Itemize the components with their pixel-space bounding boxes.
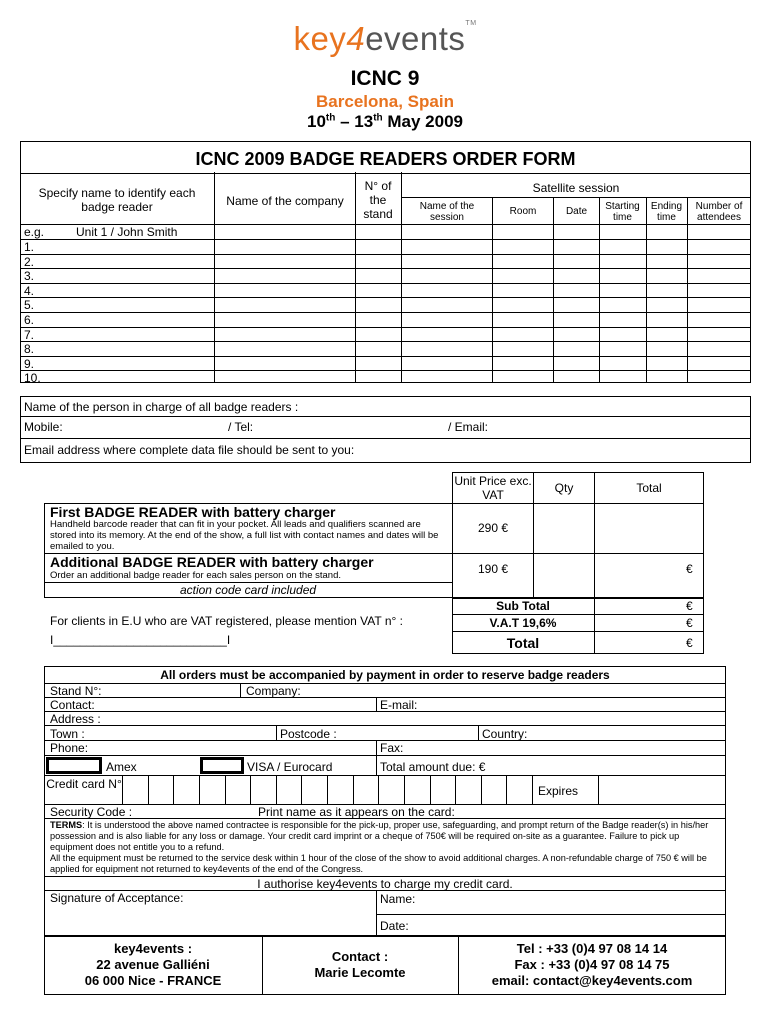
footer-email: email: contact@key4events.com (491, 973, 693, 988)
payment-email-field[interactable]: E-mail: (380, 698, 418, 712)
visa-checkbox[interactable] (200, 757, 244, 774)
col-attendees: Number of attendees (695, 201, 743, 223)
amex-checkbox[interactable] (46, 757, 102, 774)
logo-tm: TM (465, 20, 477, 27)
amount-due-field[interactable]: Total amount due: € (380, 760, 486, 774)
amex-label: Amex (106, 760, 137, 774)
example-label: e.g. (24, 225, 45, 239)
sub-total-label: Sub Total (496, 599, 550, 613)
company-field[interactable]: Company: (246, 684, 301, 698)
grand-total-label: Total (506, 635, 540, 651)
address-field[interactable]: Address : (50, 712, 101, 726)
additional-reader-desc: Order an additional badge reader for each sales person on the stand. (50, 570, 341, 581)
security-code-field[interactable]: Security Code : (50, 805, 133, 819)
logo-events: events (365, 20, 466, 57)
credit-card-label: Credit card N° (46, 777, 122, 791)
vat-number-field[interactable]: I__________________________I (50, 633, 231, 647)
event-dates: 10th – 13th May 2009 (307, 112, 463, 131)
footer-address2: 06 000 Nice - FRANCE (84, 973, 222, 988)
logo (0, 20, 770, 58)
vat-euro: € (686, 616, 693, 630)
col-start: Starting time (605, 201, 640, 223)
footer-company: key4events : (113, 941, 193, 956)
additional-reader-note: action code card included (179, 583, 317, 597)
col-satellite: Satellite session (532, 181, 620, 195)
total-header: Total (636, 481, 662, 495)
form-row-number[interactable]: 8. (24, 342, 35, 357)
footer-tel: Tel : +33 (0)4 97 08 14 14 (516, 941, 668, 956)
form-row-number[interactable]: 6. (24, 313, 35, 327)
postcode-field[interactable]: Postcode : (280, 727, 337, 741)
person-in-charge[interactable]: Name of the person in charge of all badge readers : (24, 400, 299, 414)
vat-note: For clients in E.U who are VAT registered, please mention VAT n° : (50, 614, 403, 628)
order-form (20, 141, 751, 386)
first-reader-title: First BADGE READER with battery charger (50, 504, 336, 520)
additional-reader-title: Additional BADGE READER with battery charger (50, 554, 374, 570)
country-field[interactable]: Country: (482, 727, 528, 741)
print-name-field[interactable]: Print name as it appears on the card: (258, 805, 455, 819)
name-field[interactable]: Name: (380, 892, 416, 906)
phone-field[interactable]: Phone: (50, 741, 89, 755)
event-title: ICNC 9 (350, 67, 420, 90)
form-title: ICNC 2009 BADGE READERS ORDER FORM (195, 149, 576, 169)
qty-header: Qty (554, 481, 574, 495)
footer-contact-name: Marie Lecomte (314, 965, 406, 980)
col-company: Name of the company (226, 194, 344, 208)
footer-address1: 22 avenue Galliéni (96, 957, 210, 972)
col-session-name: Name of the session (419, 201, 475, 223)
logo-num: 4 (346, 20, 366, 57)
date-field[interactable]: Date: (380, 919, 409, 933)
form-row-number[interactable]: 7. (24, 327, 35, 342)
data-email-field[interactable]: Email address where complete data file should be sent to you: (24, 443, 355, 457)
credit-card-number-field[interactable] (122, 775, 532, 804)
form-row-number[interactable]: 1. (24, 240, 35, 254)
additional-total-euro: € (686, 562, 693, 576)
first-reader-price: 290 € (477, 521, 509, 535)
vat-label: V.A.T 19,6% (489, 616, 557, 630)
col-date: Date (565, 206, 588, 217)
footer-fax: Fax : +33 (0)4 97 08 14 75 (514, 957, 670, 972)
form-row-number[interactable]: 4. (24, 283, 35, 298)
form-row-number[interactable]: 5. (24, 298, 35, 313)
visa-label: VISA / Eurocard (247, 760, 333, 774)
fax-field[interactable]: Fax: (380, 741, 404, 755)
additional-reader-price: 190 € (477, 562, 509, 576)
form-row-number[interactable]: 9. (24, 356, 35, 371)
example-value: Unit 1 / John Smith (76, 225, 178, 239)
email-field[interactable]: / Email: (448, 420, 489, 434)
form-row-number[interactable]: 3. (24, 269, 35, 284)
town-field[interactable]: Town : (50, 727, 85, 741)
signature-field[interactable]: Signature of Acceptance: (50, 891, 184, 905)
unit-price-header: Unit Price exc. VAT (454, 474, 532, 502)
payment-header: All orders must be accompanied by payment in order to reserve badge readers (160, 668, 610, 682)
form-row-number[interactable]: 10. (24, 371, 41, 386)
tel-field[interactable]: / Tel: (228, 420, 254, 434)
terms-text: TERMS: It is understood the above named contractee is responsible for the pick-up, proper use, safeguarding, and prompt return of the Badge reader(s) in his/her possession and is also liable for any loss or damage. Your credit card imprint or a cheque of 750€ will be required on-site as a guarantee. Failure to pick up equipment does not entitle you to a refund. (50, 820, 709, 852)
authorise-text: I authorise key4events to charge my credit card. (257, 877, 513, 891)
event-location: Barcelona, Spain (316, 92, 454, 111)
col-specify: Specify name to identify each badge reader (38, 186, 196, 214)
expires-label: Expires (538, 784, 579, 798)
mobile-field[interactable]: Mobile: (24, 420, 63, 434)
terms-text-2: All the equipment must be returned to the service desk within 1 hour of the close of the show to avoid additional charges. A non-refundable charge of 750 € will be applied for equipment not returned to key4events of the end of the Congress. (50, 853, 707, 874)
stand-field[interactable]: Stand N°: (50, 684, 102, 698)
contact-field[interactable]: Contact: (50, 698, 95, 712)
sub-total-euro: € (686, 599, 693, 613)
logo-key: key (293, 20, 347, 57)
col-end: Ending time (650, 201, 683, 223)
form-row-number[interactable]: 2. (24, 254, 35, 269)
footer-contact-label: Contact : (331, 949, 389, 964)
col-room: Room (509, 206, 537, 217)
grand-total-euro: € (686, 636, 693, 650)
col-stand: N° of the stand (363, 179, 393, 221)
first-reader-desc: Handheld barcode reader that can fit in your pocket. All leads and qualifiers scanned are stored into its memory. At the end of the show, a full list with contact names and dates will be emailed to you. (50, 519, 439, 552)
